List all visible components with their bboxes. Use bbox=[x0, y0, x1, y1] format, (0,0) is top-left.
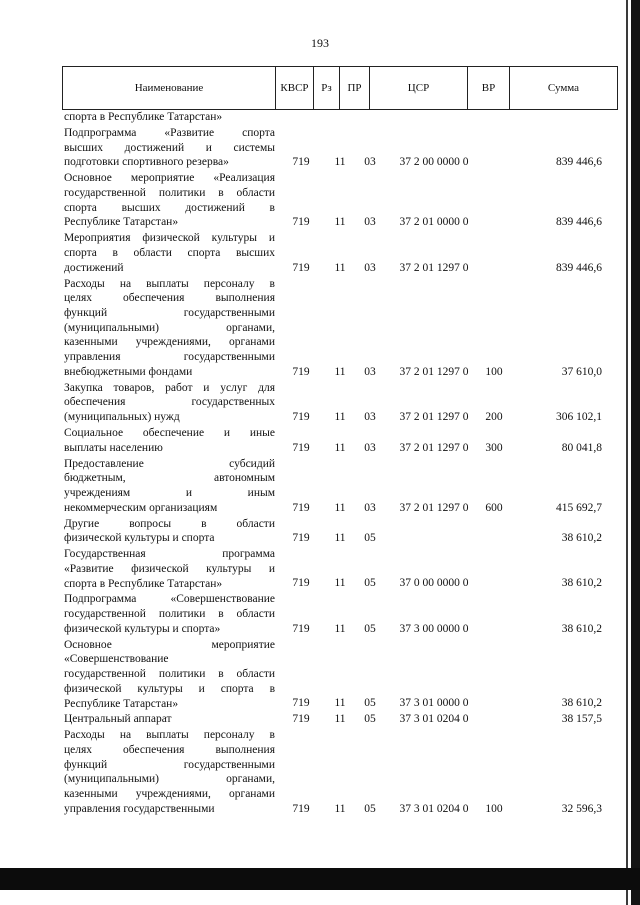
row-name-line: выплаты населению bbox=[64, 441, 163, 454]
cell-rz: 11 bbox=[334, 697, 346, 710]
row-name-line: Расходы на выплаты персоналу в bbox=[64, 729, 275, 742]
cell-kvsr: 719 bbox=[292, 622, 310, 635]
cell-sum: 80 041,8 bbox=[561, 441, 602, 454]
table-row bbox=[0, 171, 640, 230]
row-name bbox=[64, 728, 275, 816]
row-name-line: казенными учреждениями, органами bbox=[64, 788, 275, 801]
row-name-line: Государственная программа bbox=[64, 548, 275, 561]
scan-edge-right bbox=[631, 0, 640, 905]
row-name-line: некоммерческим организациям bbox=[64, 501, 218, 514]
cell-rz: 11 bbox=[334, 802, 346, 815]
row-name-line: государственной политики в области bbox=[64, 668, 275, 681]
cell-rz: 11 bbox=[334, 713, 346, 726]
cell-pr: 03 bbox=[364, 216, 376, 229]
header-csr: ЦСР bbox=[370, 67, 468, 110]
cell-csr: 37 2 01 1297 0 bbox=[399, 261, 469, 274]
table-row bbox=[0, 110, 640, 125]
cell-pr: 03 bbox=[364, 156, 376, 169]
row-name-line: «Совершенствование bbox=[64, 653, 169, 666]
row-name-line: спорта в области спорта высших bbox=[64, 246, 275, 259]
row-name-line: физической культуры и спорта bbox=[64, 532, 215, 545]
cell-vr: 100 bbox=[485, 365, 503, 378]
row-name-line: Предоставление субсидий bbox=[64, 457, 275, 470]
row-name-line: Основное мероприятие «Реализация bbox=[64, 172, 275, 185]
cell-csr: 37 3 01 0000 0 bbox=[399, 697, 469, 710]
header-sum: Сумма bbox=[510, 67, 618, 110]
row-name bbox=[64, 277, 275, 380]
table-row bbox=[0, 547, 640, 591]
row-name-line: Подпрограмма «Совершенствование bbox=[64, 593, 275, 606]
cell-pr: 05 bbox=[364, 622, 376, 635]
cell-kvsr: 719 bbox=[292, 441, 310, 454]
row-name-line: Республике Татарстан» bbox=[64, 216, 179, 229]
row-name bbox=[64, 547, 275, 591]
row-name-line: государственной политики в области bbox=[64, 186, 275, 199]
cell-pr: 03 bbox=[364, 501, 376, 514]
cell-pr: 05 bbox=[364, 802, 376, 815]
cell-vr: 300 bbox=[485, 441, 503, 454]
cell-csr: 37 2 01 1297 0 bbox=[399, 410, 469, 423]
row-name-line: спорта в Республике Татарстан» bbox=[64, 111, 223, 123]
header-vr: ВР bbox=[468, 67, 510, 110]
cell-kvsr: 719 bbox=[292, 410, 310, 423]
table-row bbox=[0, 592, 640, 636]
cell-rz: 11 bbox=[334, 365, 346, 378]
row-name-line: управления государственными bbox=[64, 802, 215, 815]
table-row bbox=[0, 277, 640, 380]
cell-csr: 37 2 01 0000 0 bbox=[399, 216, 469, 229]
cell-kvsr: 719 bbox=[292, 697, 310, 710]
row-name-line: высших достижений и системы bbox=[64, 141, 275, 154]
header-kvsr: КВСР bbox=[276, 67, 314, 110]
cell-sum: 839 446,6 bbox=[556, 216, 602, 229]
row-name-line: Центральный аппарат bbox=[64, 713, 172, 726]
cell-rz: 11 bbox=[334, 156, 346, 169]
row-name-line: Социальное обеспечение и иные bbox=[64, 426, 275, 439]
row-name-line: функций государственными bbox=[64, 306, 275, 319]
cell-csr: 37 3 00 0000 0 bbox=[399, 622, 469, 635]
row-name bbox=[64, 171, 275, 230]
cell-rz: 11 bbox=[334, 261, 346, 274]
cell-kvsr: 719 bbox=[292, 713, 310, 726]
cell-pr: 05 bbox=[364, 577, 376, 590]
table-row bbox=[0, 517, 640, 546]
row-name bbox=[64, 712, 275, 727]
cell-sum: 415 692,7 bbox=[556, 501, 602, 514]
row-name bbox=[64, 457, 275, 516]
row-name-line: физической культуры и спорта» bbox=[64, 622, 221, 635]
row-name-line: целях обеспечения выполнения bbox=[64, 292, 275, 305]
cell-pr: 05 bbox=[364, 713, 376, 726]
cell-sum: 38 610,2 bbox=[561, 697, 602, 710]
cell-vr: 100 bbox=[485, 802, 503, 815]
cell-kvsr: 719 bbox=[292, 532, 310, 545]
row-name-line: управления государственными bbox=[64, 351, 275, 364]
table-row bbox=[0, 638, 640, 712]
cell-pr: 03 bbox=[364, 441, 376, 454]
cell-sum: 306 102,1 bbox=[556, 410, 602, 423]
cell-rz: 11 bbox=[334, 577, 346, 590]
row-name-line: казенными учреждениями, органами bbox=[64, 336, 275, 349]
row-name-line: Закупка товаров, работ и услуг для bbox=[64, 381, 275, 394]
row-name-line: спорта в Республике Татарстан» bbox=[64, 577, 223, 590]
row-name bbox=[64, 126, 275, 170]
row-name bbox=[64, 231, 275, 275]
cell-kvsr: 719 bbox=[292, 577, 310, 590]
scan-edge-bottom bbox=[0, 868, 640, 890]
cell-vr: 200 bbox=[485, 410, 503, 423]
cell-kvsr: 719 bbox=[292, 261, 310, 274]
cell-sum: 38 610,2 bbox=[561, 577, 602, 590]
row-name-line: Другие вопросы в области bbox=[64, 517, 275, 530]
cell-sum: 38 610,2 bbox=[561, 622, 602, 635]
row-name bbox=[64, 592, 275, 636]
table-row bbox=[0, 231, 640, 275]
cell-csr: 37 2 01 1297 0 bbox=[399, 365, 469, 378]
cell-rz: 11 bbox=[334, 441, 346, 454]
row-name-line: физической культуры и спорта в bbox=[64, 682, 275, 695]
row-name-line: Республике Татарстан» bbox=[64, 697, 179, 710]
row-name bbox=[64, 426, 275, 455]
row-name-line: государственной политики в области bbox=[64, 608, 275, 621]
row-name-line: Расходы на выплаты персоналу в bbox=[64, 277, 275, 290]
cell-csr: 37 2 00 0000 0 bbox=[399, 156, 469, 169]
cell-csr: 37 3 01 0204 0 bbox=[399, 802, 469, 815]
table-row bbox=[0, 712, 640, 727]
row-name bbox=[64, 110, 275, 125]
row-name-line: (муниципальных) нужд bbox=[64, 411, 180, 423]
cell-csr: 37 2 01 1297 0 bbox=[399, 441, 469, 454]
row-name-line: обеспечения государственных bbox=[64, 396, 275, 409]
row-name-line: достижений bbox=[64, 261, 124, 274]
cell-rz: 11 bbox=[334, 501, 346, 514]
table-row bbox=[0, 426, 640, 455]
table-row bbox=[0, 381, 640, 425]
cell-vr: 600 bbox=[485, 501, 503, 514]
row-name-line: «Развитие физической культуры и bbox=[64, 562, 275, 575]
row-name bbox=[64, 381, 275, 425]
cell-sum: 38 610,2 bbox=[561, 532, 602, 545]
cell-pr: 03 bbox=[364, 410, 376, 423]
cell-sum: 37 610,0 bbox=[561, 365, 602, 378]
row-name-line: Мероприятия физической культуры и bbox=[64, 232, 275, 245]
row-name bbox=[64, 638, 275, 712]
cell-sum: 38 157,5 bbox=[561, 713, 602, 726]
cell-pr: 03 bbox=[364, 365, 376, 378]
row-name-line: (муниципальными) органами, bbox=[64, 321, 275, 334]
table-row bbox=[0, 728, 640, 816]
cell-csr: 37 3 01 0204 0 bbox=[399, 713, 469, 726]
cell-kvsr: 719 bbox=[292, 156, 310, 169]
cell-kvsr: 719 bbox=[292, 365, 310, 378]
cell-sum: 839 446,6 bbox=[556, 156, 602, 169]
cell-kvsr: 719 bbox=[292, 802, 310, 815]
row-name-line: подготовки спортивного резерва» bbox=[64, 156, 229, 169]
cell-kvsr: 719 bbox=[292, 216, 310, 229]
header-pr: ПР bbox=[340, 67, 370, 110]
cell-rz: 11 bbox=[334, 216, 346, 229]
header-name: Наименование bbox=[63, 67, 276, 110]
row-name-line: Подпрограмма «Развитие спорта bbox=[64, 126, 275, 139]
row-name-line: спорта высших достижений в bbox=[64, 201, 275, 214]
row-name-line: бюджетным, автономным bbox=[64, 472, 275, 485]
page-number: 193 bbox=[311, 36, 329, 50]
table-row bbox=[0, 457, 640, 516]
table-row bbox=[0, 126, 640, 170]
row-name-line: Основное мероприятие bbox=[64, 638, 275, 651]
row-name-line: учреждениям и иным bbox=[64, 486, 275, 499]
cell-csr: 37 0 00 0000 0 bbox=[399, 577, 469, 590]
cell-pr: 05 bbox=[364, 697, 376, 710]
cell-pr: 03 bbox=[364, 261, 376, 274]
cell-pr: 05 bbox=[364, 532, 376, 545]
cell-csr: 37 2 01 1297 0 bbox=[399, 501, 469, 514]
cell-sum: 32 596,3 bbox=[561, 802, 602, 815]
cell-rz: 11 bbox=[334, 410, 346, 423]
header-rz: Рз bbox=[314, 67, 340, 110]
cell-rz: 11 bbox=[334, 622, 346, 635]
row-name-line: внебюджетными фондами bbox=[64, 365, 193, 378]
cell-kvsr: 719 bbox=[292, 501, 310, 514]
row-name-line: (муниципальными) органами, bbox=[64, 773, 275, 786]
row-name-line: функций государственными bbox=[64, 758, 275, 771]
scan-edge-line bbox=[626, 0, 628, 905]
table-header bbox=[62, 66, 618, 110]
cell-sum: 839 446,6 bbox=[556, 261, 602, 274]
cell-rz: 11 bbox=[334, 532, 346, 545]
row-name bbox=[64, 517, 275, 546]
row-name-line: целях обеспечения выполнения bbox=[64, 744, 275, 756]
